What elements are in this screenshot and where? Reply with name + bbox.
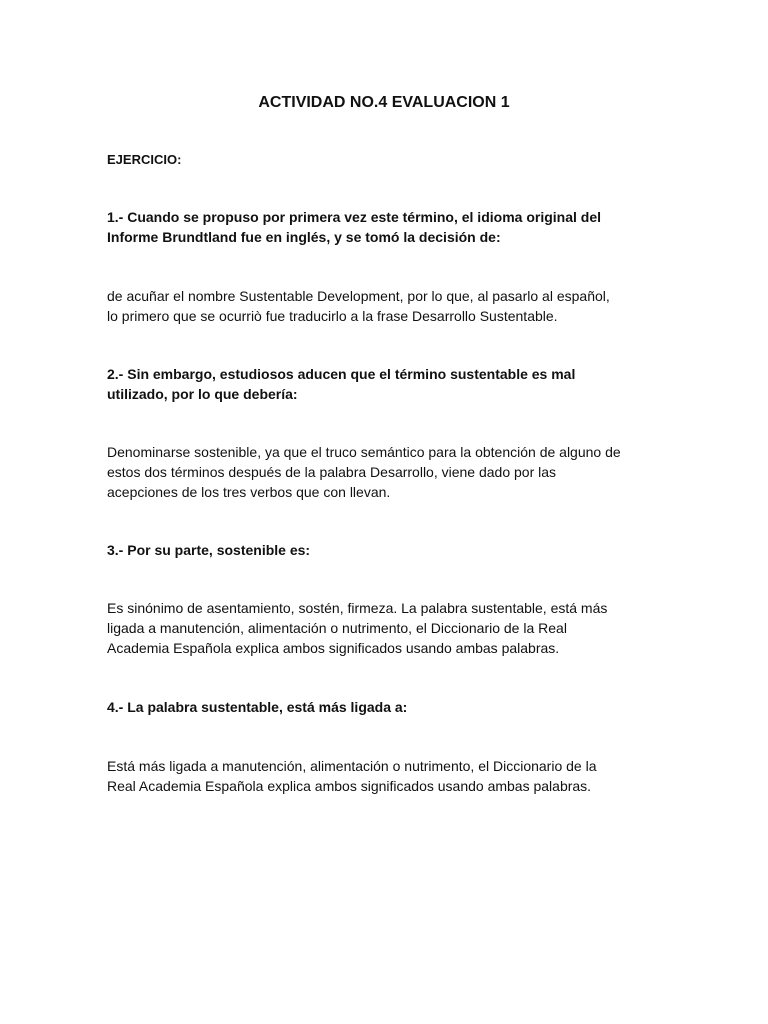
answer-3-line-3: Academia Española explica ambos significados usando ambas palabras.: [107, 640, 560, 656]
answer-2: [107, 442, 677, 502]
question-4-line-1: 4.- La palabra sustentable, está más ligada a:: [107, 699, 408, 715]
section-label: EJERCICIO:: [107, 152, 182, 167]
answer-1-line-1: de acuñar el nombre Sustentable Development, por lo que, al pasarlo al español,: [107, 288, 610, 304]
answer-3-line-1: Es sinónimo de asentamiento, sostén, firmeza. La palabra sustentable, está más: [107, 600, 608, 616]
question-1-line-1: 1.- Cuando se propuso por primera vez este término, el idioma original del: [107, 209, 601, 225]
answer-2-line-3: acepciones de los tres verbos que con llevan.: [107, 484, 391, 500]
question-2: [107, 364, 677, 404]
question-1: [107, 207, 677, 247]
answer-3: [107, 598, 677, 658]
answer-4-line-1: Está más ligada a manutención, alimentación o nutrimento, el Diccionario de la: [107, 758, 597, 774]
question-3-line-1: 3.- Por su parte, sostenible es:: [107, 542, 311, 558]
answer-3-line-2: ligada a manutención, alimentación o nutrimento, el Diccionario de la Real: [107, 620, 567, 636]
document-title: ACTIVIDAD NO.4 EVALUACION 1: [258, 94, 510, 111]
answer-1: [107, 286, 677, 326]
question-2-line-2: utilizado, por lo que debería:: [107, 386, 298, 402]
answer-4: [107, 756, 677, 796]
answer-1-line-2: lo primero que se ocurriò fue traducirlo a la frase Desarrollo Sustentable.: [107, 308, 558, 324]
question-1-line-2: Informe Brundtland fue en inglés, y se tomó la decisión de:: [107, 229, 501, 245]
answer-2-line-2: estos dos términos después de la palabra Desarrollo, viene dado por las: [107, 464, 557, 480]
answer-4-line-2: Real Academia Española explica ambos significados usando ambas palabras.: [107, 778, 592, 794]
question-4: [107, 697, 677, 717]
question-3: [107, 540, 677, 560]
answer-2-line-1: Denominarse sostenible, ya que el truco semántico para la obtención de alguno de: [107, 444, 621, 460]
question-2-line-1: 2.- Sin embargo, estudiosos aducen que el término sustentable es mal: [107, 366, 576, 382]
